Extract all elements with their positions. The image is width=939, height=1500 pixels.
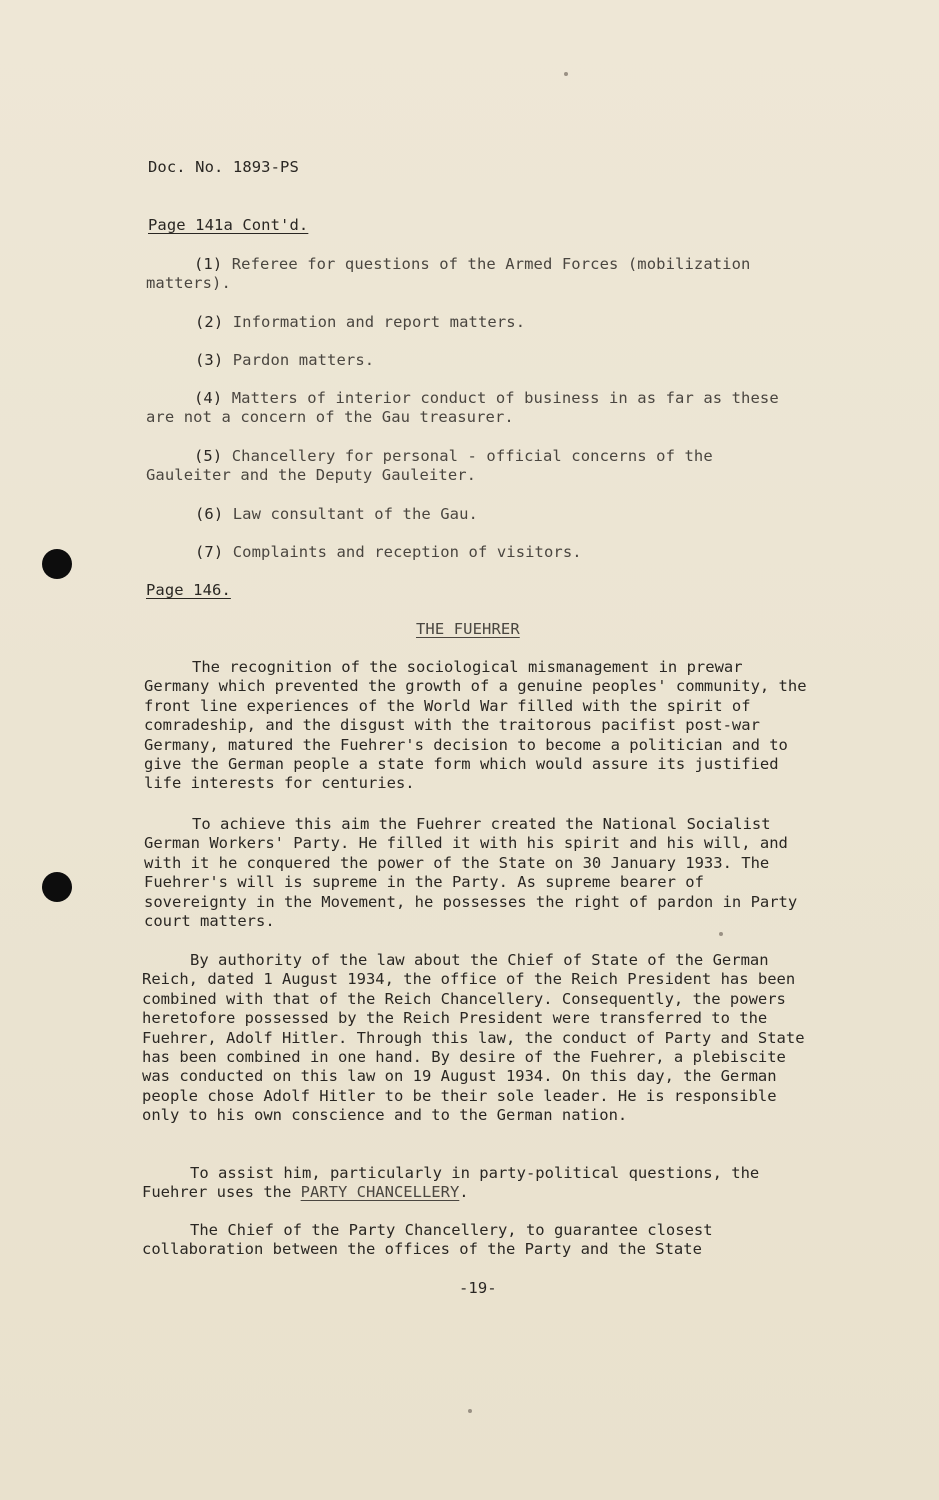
item-number: (6) bbox=[195, 505, 224, 523]
party-chancellery-term: PARTY CHANCELLERY bbox=[300, 1183, 460, 1202]
punch-hole bbox=[42, 549, 72, 579]
item-text: Chancellery for personal - official concerns of the Gauleiter and the Deputy Gauleiter. bbox=[146, 447, 713, 485]
paragraph: By authority of the law about the Chief of State of the German Reich, dated 1 August 1934, the office of the Reich President has been combined with that of the Reich Chancellery. Consequently, the powers heretofore possessed by the Reich President were transferred to the Fuehrer, Adolf Hitler. Through this law, the conduct of Party and State has been combined in one hand. By desire of the Fuehrer, a plebiscite was conducted on this law on 19 August 1934. On this day, the German people chose Adolf Hitler to be their sole leader. He is responsible only to his own conscience and to the German nation. bbox=[142, 951, 805, 1125]
page-number: -19- bbox=[459, 1279, 497, 1297]
paragraph-text: To assist him, particularly in party-political questions, the Fuehrer uses the bbox=[142, 1164, 760, 1202]
item-number: (1) bbox=[194, 255, 223, 273]
item-text: Law consultant of the Gau. bbox=[232, 505, 478, 523]
item-number: (7) bbox=[195, 543, 224, 561]
list-item bbox=[195, 543, 582, 562]
item-text: Information and report matters. bbox=[232, 313, 526, 331]
list-item bbox=[146, 447, 806, 486]
list-item bbox=[146, 255, 806, 294]
item-text: Matters of interior conduct of business in as far as these are not a concern of the Gau treasurer. bbox=[146, 389, 779, 427]
section-title: THE FUEHRER bbox=[416, 620, 520, 638]
list-item bbox=[195, 313, 525, 332]
item-number: (4) bbox=[194, 389, 223, 407]
paragraph: The recognition of the sociological mismanagement in prewar Germany which prevented the growth of a genuine peoples' community, the front line experiences of the World War filled with the spirit of comradeship, and the disgust with the traitorous pacifist post-war Germany, matured the Fuehrer's decision to become a politician and to give the German people a state form which would assure its justified life interests for centuries. bbox=[144, 658, 807, 793]
item-number: (2) bbox=[195, 313, 224, 331]
list-item bbox=[195, 505, 478, 524]
item-number: (5) bbox=[194, 447, 223, 465]
section-page-reference: Page 146. bbox=[146, 581, 231, 599]
paragraph-text: . bbox=[459, 1183, 469, 1202]
punch-hole bbox=[42, 872, 72, 902]
list-item bbox=[146, 389, 806, 428]
paragraph: The Chief of the Party Chancellery, to guarantee closest collaboration between the offices of the Party and the State bbox=[142, 1221, 713, 1259]
item-text: Pardon matters. bbox=[232, 351, 375, 369]
paragraph: To achieve this aim the Fuehrer created the National Socialist German Workers' Party. He filled it with his spirit and his will, and with it he conquered the power of the State on 30 January 1933. The Fuehrer's will is supreme in the Party. As supreme bearer of sovereignty in the Movement, he possesses the right of pardon in Party court matters. bbox=[144, 815, 798, 931]
paper-speck bbox=[564, 72, 568, 76]
paper-speck bbox=[468, 1409, 472, 1413]
item-number: (3) bbox=[195, 351, 224, 369]
item-text: Referee for questions of the Armed Forces (mobilization matters). bbox=[146, 255, 751, 293]
paper-speck bbox=[719, 932, 723, 936]
doc-number: Doc. No. 1893-PS bbox=[148, 158, 299, 176]
item-text: Complaints and reception of visitors. bbox=[232, 543, 582, 561]
paragraph bbox=[142, 1164, 807, 1203]
list-item bbox=[195, 351, 374, 370]
page-reference: Page 141a Cont'd. bbox=[148, 216, 309, 234]
